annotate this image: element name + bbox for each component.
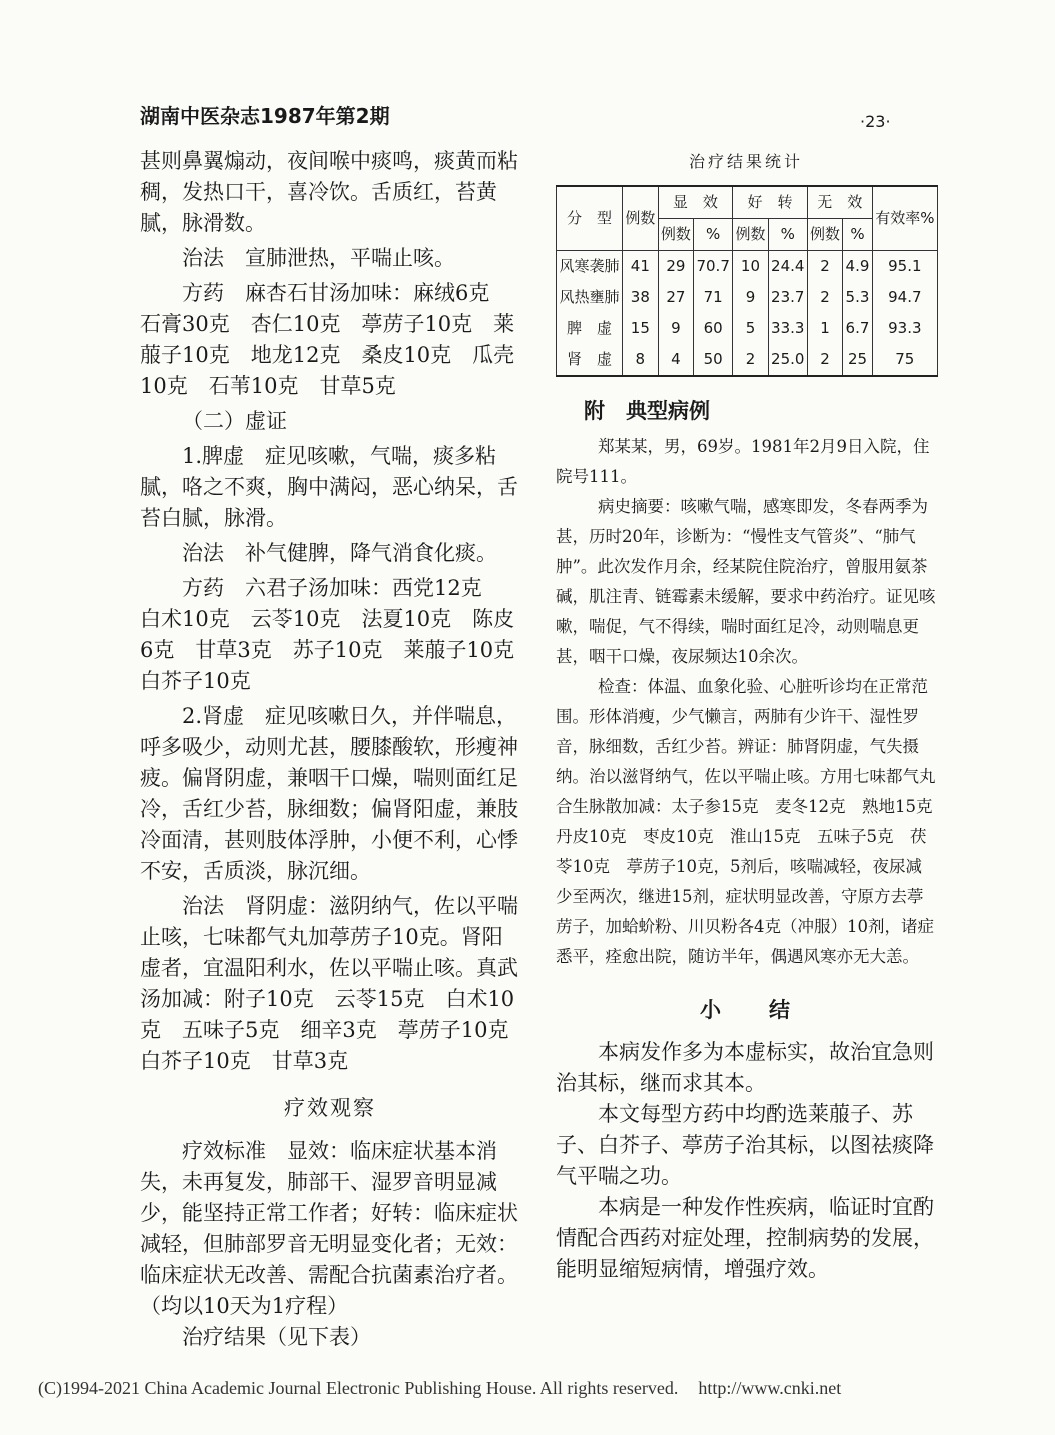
paragraph: 郑某某，男，69岁。1981年2月9日入院，住院号111。 [556, 437, 930, 486]
table-cell: 2 [733, 344, 769, 376]
paragraph: 方药 麻杏石甘汤加味：麻绒6克 石膏30克 杏仁10克 葶苈子10克 莱菔子10克 地龙12克 桑皮10克 瓜壳10克 石苇10克 甘草5克 [140, 281, 515, 398]
table-cell: 25 [843, 344, 872, 376]
section-heading: 附 典型病例 [584, 398, 710, 423]
paragraph: 1.脾虚 症见咳嗽，气喘，痰多粘腻，咯之不爽，胸中满闷，恶心纳呆，舌苔白腻，脉滑。 [140, 444, 518, 530]
paragraph: 甚则鼻翼煽动，夜间喉中痰鸣，痰黄而粘稠，发热口干，喜冷饮。舌质红，苔黄腻，脉滑数。 [140, 149, 518, 235]
copyright-text: (C)1994-2021 China Academic Journal Electronic Publishing House. All rights reserved. [38, 1378, 679, 1398]
table-row [557, 251, 938, 283]
table-cell: 33.3 [768, 313, 807, 344]
table-cell: 93.3 [872, 313, 937, 344]
table-cell: 23.7 [768, 282, 807, 313]
table-cell: 38 [623, 282, 659, 313]
table-cell: 71 [694, 282, 733, 313]
table-row [557, 344, 938, 376]
table-cell: 2 [807, 282, 843, 313]
col-header-haozhuan: 好 转 [733, 186, 808, 219]
paragraph: 疗效标准 显效：临床症状基本消失，未再复发，肺部干、湿罗音明显减少，能坚持正常工作者；好转：临床症状减轻，但肺部罗音无明显变化者；无效：临床症状无改善、需配合抗菌素治疗者。 [140, 1139, 518, 1287]
table-cell: 肾 虚 [557, 344, 623, 376]
table-cell: 10 [733, 251, 769, 283]
col-header-rate: 有效率% [872, 186, 937, 251]
right-column [556, 140, 949, 1285]
paragraph: 本病是一种发作性疾病，临证时宜酌情配合西药对症处理，控制病势的发展，能明显缩短病情，增强疗效。 [556, 1195, 934, 1281]
table-cell: 60 [694, 313, 733, 344]
table-cell: 70.7 [694, 251, 733, 283]
left-column [140, 146, 536, 1353]
section-heading: 疗效观察 [284, 1096, 376, 1120]
table-cell: 脾 虚 [557, 313, 623, 344]
table-cell: 6.7 [843, 313, 872, 344]
sub-header-count: 例数 [658, 219, 694, 251]
table-cell: 94.7 [872, 282, 937, 313]
col-header-type: 分 型 [557, 186, 623, 251]
table-cell: 29 [658, 251, 694, 283]
table-cell: 4.9 [843, 251, 872, 283]
paragraph: 2.肾虚 症见咳嗽日久，并伴喘息，呼多吸少，动则尤甚，腰膝酸软，形瘦神疲。偏肾阴虚，兼咽干口燥，喘则面红足冷，舌红少苔，脉细数；偏肾阳虚，兼肢冷面清，甚则肢体浮肿，小便不利，心悸不安，舌质淡，脉沉细。 [140, 704, 518, 883]
site-url: http://www.cnki.net [698, 1378, 842, 1398]
table-caption: 治疗结果统计 [688, 152, 803, 171]
paragraph: 本文每型方药中均酌选莱菔子、苏子、白芥子、葶苈子治其标，以图祛痰降气平喘之功。 [556, 1102, 934, 1188]
table-cell: 1 [807, 313, 843, 344]
table-cell: 75 [872, 344, 937, 376]
col-header-wuxiao: 无 效 [807, 186, 872, 219]
table-cell: 41 [623, 251, 659, 283]
journal-header: 湖南中医杂志1987年第2期 [140, 104, 390, 128]
table-cell: 15 [623, 313, 659, 344]
sub-header-pct: % [694, 219, 733, 251]
paragraph: 检查：体温、血象化验、心脏听诊均在正常范围。形体消瘦，少气懒言，两肺有少许干、湿性罗音，脉细数，舌红少苔。辨证：肺肾阴虚，气失摄纳。治以滋肾纳气，佐以平喘止咳。方用七味都气丸合生脉散加减：太子参15克 麦冬12克 熟地15克 丹皮10克 枣皮10克 淮山15克 五味子5克 茯苓10克 葶苈子10克，5剂后，咳喘减轻，夜尿减少至两次，继进15剂，症状明显改善，守原方去葶苈子，加蛤蚧粉、川贝粉各4克（冲服）10剂，诸症悉平，痊愈出院，随访半年，偶遇风寒亦无大恙。 [556, 677, 949, 966]
section-heading: （二）虚证 [182, 409, 287, 433]
sub-header-count: 例数 [733, 219, 769, 251]
paragraph: 治法 补气健脾，降气消食化痰。 [182, 541, 497, 565]
paragraph: 本病发作多为本虚标实，故治宜急则治其标，继而求其本。 [556, 1040, 934, 1095]
col-header-xianxiao: 显 效 [658, 186, 733, 219]
sub-header-count: 例数 [807, 219, 843, 251]
results-table [556, 185, 938, 377]
paragraph: 治疗结果（见下表） [182, 1325, 371, 1349]
table-cell: 95.1 [872, 251, 937, 283]
table-cell: 2 [807, 344, 843, 376]
copyright-footer [38, 1378, 841, 1399]
table-cell: 9 [733, 282, 769, 313]
paragraph: 方药 六君子汤加味：西党12克 白术10克 云苓10克 法夏10克 陈皮6克 甘草3克 苏子10克 莱菔子10克 白芥子10克 [140, 576, 536, 693]
col-header-count: 例数 [623, 186, 659, 251]
table-cell: 风热壅肺 [557, 282, 623, 313]
paragraph: 治法 宣肺泄热，平喘止咳。 [182, 246, 455, 270]
paragraph: 病史摘要：咳嗽气喘，感寒即发，冬春两季为甚，历时20年，诊断为：“慢性支气管炎”、“肺气肿”。此次发作月余，经某院住院治疗，曾服用氨茶碱，肌注青、链霉素未缓解，要求中药治疗。证见咳嗽，喘促，气不得续，喘时面红足冷，动则喘息更甚，咽干口燥，夜尿频达10余次。 [556, 497, 936, 666]
table-cell: 25.0 [768, 344, 807, 376]
sub-header-pct: % [768, 219, 807, 251]
table-cell: 4 [658, 344, 694, 376]
table-row [557, 282, 938, 313]
section-heading: 小 结 [700, 997, 792, 1022]
sub-header-pct: % [843, 219, 872, 251]
table-cell: 9 [658, 313, 694, 344]
table-cell: 5 [733, 313, 769, 344]
table-cell: 24.4 [768, 251, 807, 283]
table-cell: 风寒袭肺 [557, 251, 623, 283]
table-cell: 27 [658, 282, 694, 313]
table-cell: 8 [623, 344, 659, 376]
table-cell: 2 [807, 251, 843, 283]
paragraph: （均以10天为1疗程） [140, 1294, 349, 1318]
paragraph: 治法 肾阴虚：滋阴纳气，佐以平喘止咳，七味都气丸加葶苈子10克。肾阳虚者，宜温阳利水，佐以平喘止咳。真武汤加减：附子10克 云苓15克 白术10克 五味子5克 细辛3克 葶苈子10克 白芥子10克 甘草3克 [140, 894, 530, 1073]
table-cell: 50 [694, 344, 733, 376]
page-number: ·23· [860, 112, 891, 131]
table-cell: 5.3 [843, 282, 872, 313]
table-row [557, 313, 938, 344]
